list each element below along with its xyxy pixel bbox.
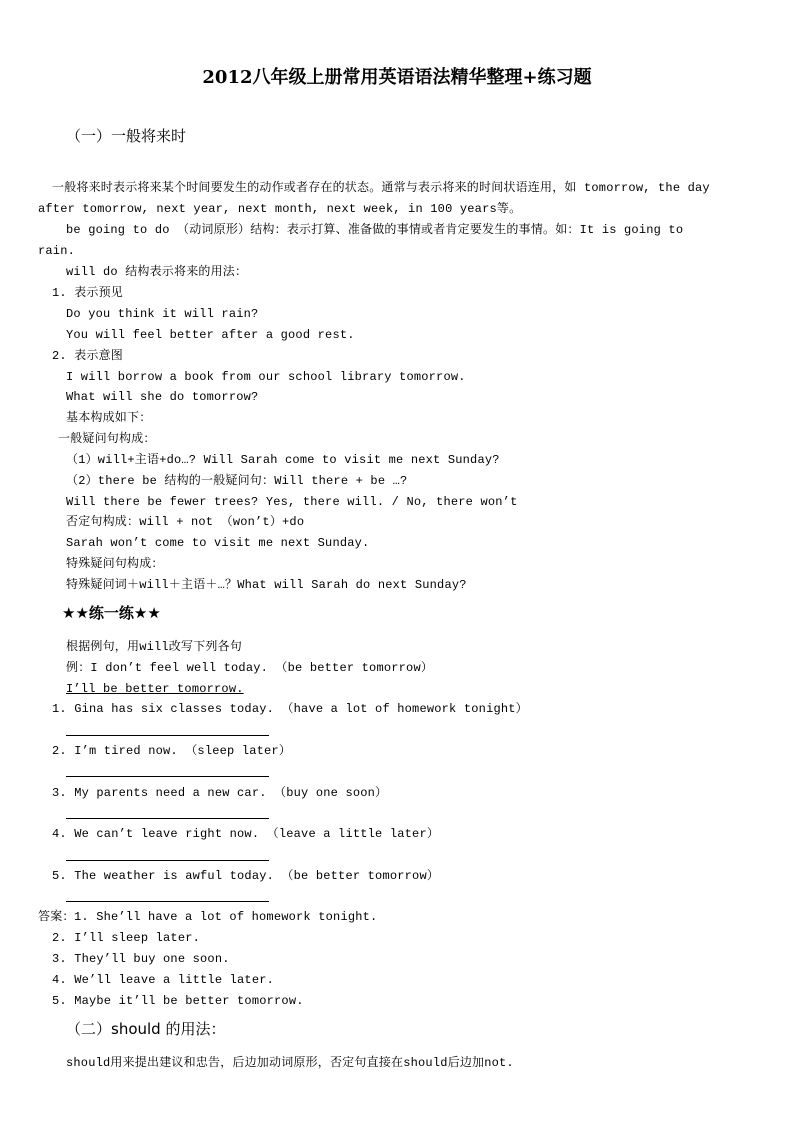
answer-blank-1[interactable] bbox=[66, 735, 269, 736]
practice-example: 例：I don’t feel well today. （be better tomorrow） bbox=[66, 661, 434, 675]
answer-4: 4. We’ll leave a little later. bbox=[52, 973, 275, 987]
page-title: 2012八年级上册常用英语语法精华整理+练习题 bbox=[202, 67, 592, 88]
special-question-label: 特殊疑问句构成： bbox=[66, 557, 164, 571]
answer-2: 2. I’ll sleep later. bbox=[52, 931, 201, 945]
usage-2-label: 2. 表示意图 bbox=[52, 349, 124, 363]
question-form-2: （2）there be 结构的一般疑问句：Will there + be …? bbox=[66, 474, 408, 488]
practice-item-5: 5. The weather is awful today. （be better tomorrow） bbox=[52, 869, 440, 883]
will-do-heading: will do 结构表示将来的用法： bbox=[66, 265, 248, 279]
practice-heading: ★★练一练★★ bbox=[62, 604, 161, 622]
question-form-2-example: Will there be fewer trees? Yes, there will. / No, there won’t bbox=[66, 495, 518, 509]
section-heading-should: （二）should 的用法： bbox=[66, 1020, 226, 1038]
answer-blank-3[interactable] bbox=[66, 818, 269, 819]
usage-1-example-2: You will feel better after a good rest. bbox=[66, 328, 355, 342]
practice-example-answer: I’ll be better tomorrow. bbox=[66, 682, 244, 696]
usage-1-label: 1. 表示预见 bbox=[52, 286, 124, 300]
be-going-to-line-1: be going to do （动词原形）结构：表示打算、准备做的事情或者肯定要发生的事情。如：It is going to bbox=[66, 223, 684, 237]
practice-item-1: 1. Gina has six classes today. （have a lot of homework tonight） bbox=[52, 702, 528, 716]
practice-item-3: 3. My parents need a new car. （buy one soon） bbox=[52, 786, 388, 800]
question-form-1: （1）will+主语+do…? Will Sarah come to visit me next Sunday? bbox=[66, 453, 500, 467]
be-going-to-line-2: rain. bbox=[38, 244, 76, 258]
intro-paragraph-line-1: 一般将来时表示将来某个时间要发生的动作或者存在的状态。通常与表示将来的时间状语连用，如 tomorrow, the day bbox=[52, 181, 710, 195]
practice-item-2: 2. I’m tired now. （sleep later） bbox=[52, 744, 292, 758]
usage-2-example-2: What will she do tomorrow? bbox=[66, 390, 259, 404]
answer-1: 1. She’ll have a lot of homework tonight. bbox=[74, 910, 378, 924]
should-usage-text: should用来提出建议和忠告，后边加动词原形，否定句直接在should后边加not. bbox=[66, 1056, 514, 1070]
answer-blank-4[interactable] bbox=[66, 860, 269, 861]
answer-blank-5[interactable] bbox=[66, 901, 269, 902]
negative-example: Sarah won’t come to visit me next Sunday. bbox=[66, 536, 370, 550]
answer-3: 3. They’ll buy one soon. bbox=[52, 952, 230, 966]
intro-paragraph-line-2: after tomorrow, next year, next month, next week, in 100 years等。 bbox=[38, 202, 522, 216]
usage-1-example-1: Do you think it will rain? bbox=[66, 307, 259, 321]
question-form-label: 一般疑问句构成： bbox=[58, 432, 156, 446]
negative-form: 否定句构成：will + not （won’t）+do bbox=[66, 515, 305, 529]
usage-2-example-1: I will borrow a book from our school library tomorrow. bbox=[66, 370, 466, 384]
answer-blank-2[interactable] bbox=[66, 776, 269, 777]
basic-structure-label: 基本构成如下： bbox=[66, 411, 152, 425]
section-heading-future-tense: （一）一般将来时 bbox=[66, 127, 187, 145]
practice-instruction: 根据例句，用will改写下列各句 bbox=[66, 640, 243, 654]
practice-item-4: 4. We can’t leave right now. （leave a little later） bbox=[52, 827, 440, 841]
answer-5: 5. Maybe it’ll be better tomorrow. bbox=[52, 994, 304, 1008]
special-question-example: 特殊疑问词＋will＋主语＋…？What will Sarah do next Sunday? bbox=[66, 578, 467, 592]
answers-label: 答案： bbox=[38, 910, 75, 924]
